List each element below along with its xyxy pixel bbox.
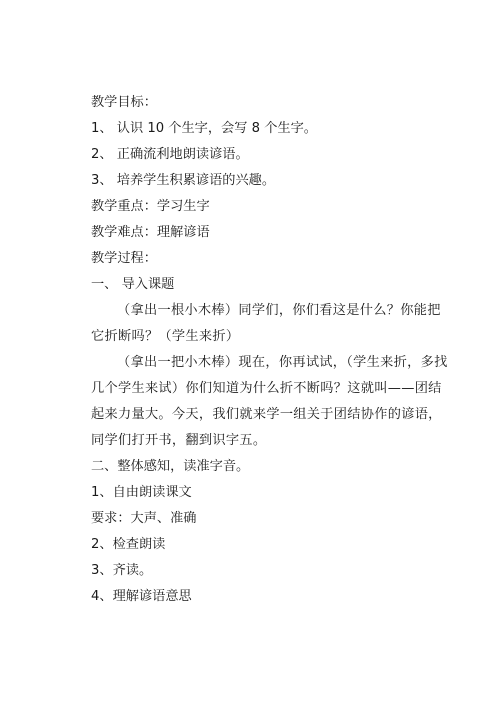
- objective-item-2: 2、 正确流利地朗读谚语。: [91, 147, 249, 162]
- heading-objectives: 教学目标：: [91, 95, 157, 110]
- paragraph-2: （拿出一把小木棒）现在，你再试试，（学生来折，多找几个学生来试）你们知道为什么折不断吗？这就叫——团结起来力量大。今天，我们就来学一组关于团结协作的谚语，同学们打开书，翻到识字五。: [91, 355, 448, 448]
- objective-item-3: 3、 培养学生积累谚语的兴趣。: [91, 173, 276, 188]
- heading-process: 教学过程：: [91, 251, 157, 266]
- document-body: [91, 90, 451, 610]
- objective-item-1: 1、 认识 10 个生字，会写 8 个生字。: [91, 121, 317, 136]
- step-3: 3、齐读。: [91, 563, 153, 578]
- section-intro: 一、 导入课题: [91, 277, 175, 292]
- step-4: 4、理解谚语意思: [91, 589, 192, 604]
- step-1-requirement: 要求：大声、准确: [91, 511, 197, 526]
- paragraph-1: （拿出一根小木棒）同学们，你们看这是什么？你能把它折断吗？（学生来折）: [91, 303, 441, 344]
- section-overview: 二、整体感知，读准字音。: [91, 459, 250, 474]
- difficult-point: 教学难点：理解谚语: [91, 225, 210, 240]
- step-2: 2、检查朗读: [91, 537, 166, 552]
- step-1: 1、自由朗读课文: [91, 485, 192, 500]
- key-point: 教学重点：学习生字: [91, 199, 210, 214]
